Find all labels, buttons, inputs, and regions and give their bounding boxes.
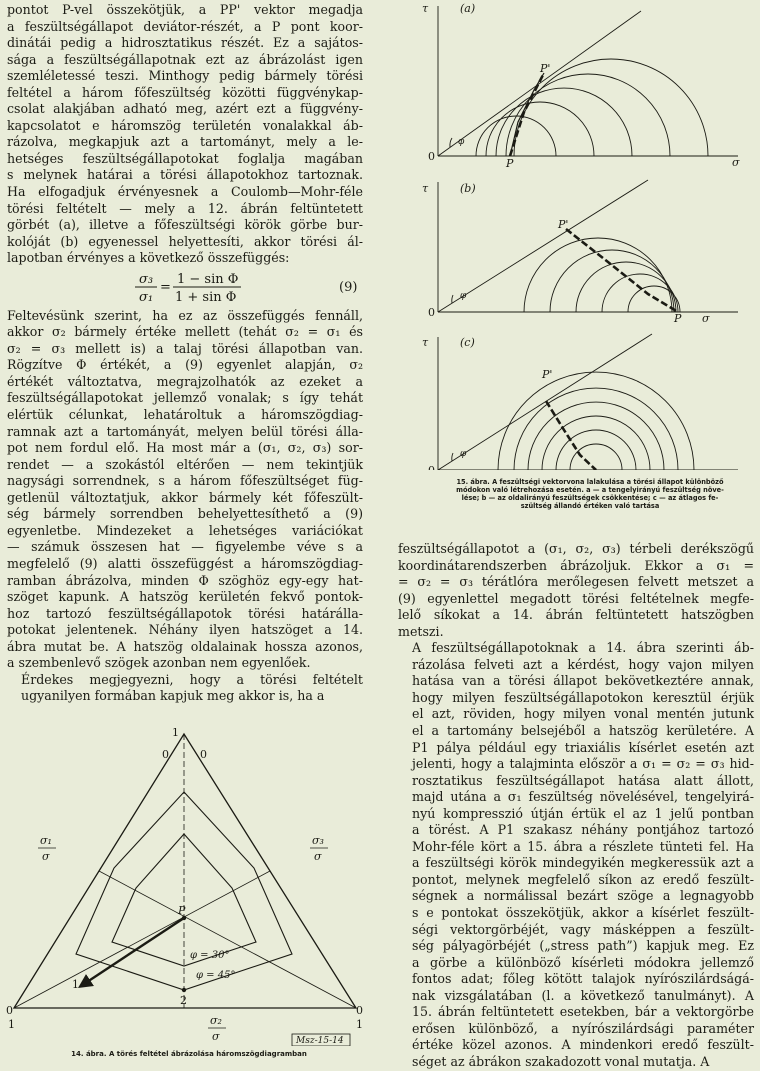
fig14-top-1: 1 (172, 728, 179, 739)
left-p2-line: ramban ábrázolva, minden Φ szöghöz egy-egy hat- (7, 572, 363, 588)
left-p2-line: szöget kapunk. A hatszög kerületén fekvő pontok- (7, 589, 363, 605)
fig15-caption-line: 15. ábra. A feszültségi vektorvona lalakulása a törési állapot különböző (456, 478, 724, 486)
fig15b-tau-label: τ (422, 182, 429, 195)
fig14-phi30: φ = 30° (190, 950, 230, 961)
left-p2-line: ramnak azt a tartományát, melyen belül törési álla- (7, 423, 363, 439)
right-p1-line: feszültségállapotot a (σ₁, σ₂, σ₃) térbeli derékszögű (398, 541, 754, 556)
left-p3-line: ugyanilyen formában kapjuk meg akkor is, ha a (21, 688, 325, 704)
fig15-caption-line: szültség állandó értéken való tartása (520, 502, 660, 510)
right-p2-line: értéke közel azonos. A mindenkori eredő feszült- (412, 1037, 754, 1053)
left-p1-line: rázolva, megkapjuk azt a tartományt, mely a le- (7, 134, 363, 150)
left-p2-line: nagysági sorrendnek, s a három főfeszültséget füg- (7, 473, 363, 489)
svg-text:=: = (160, 279, 171, 295)
fig15b-sigma-label: σ (702, 312, 710, 325)
fig14-sigma1-den: σ (42, 850, 50, 863)
right-p2-line: A feszültségállapotoknak a 14. ábra szerinti áb- (412, 640, 754, 656)
right-p2-line: pontot, melynek megfelelő síkon az eredő feszült- (412, 871, 754, 887)
fig15b-origin-label: 0 (428, 306, 435, 319)
left-p2-line: feszültségállapotokat jellemző vonalak; s így tehát (7, 390, 363, 406)
fig14-p-label: P (178, 904, 186, 917)
fig14-top-0r: 0 (200, 748, 207, 761)
paragraph-1 (7, 2, 363, 267)
left-p1-line: a feszültségállapot deviátor-részét, a P pont koor- (7, 18, 363, 34)
equation-9 (7, 270, 363, 304)
fig14-sigma3-den: σ (314, 850, 322, 863)
right-p1-line: koordinátarendszerben ábrázoljuk. Ekkor a σ₁ = (398, 557, 754, 573)
right-p1-line: metszi. (398, 623, 444, 639)
left-p2-line: értékét változtatva, megrajzolhatók az ezeket a (7, 373, 363, 389)
right-p2-line: rosztatikus feszültségállapot hatása alatt állott, (412, 772, 754, 788)
fig15c-origin-label (428, 464, 435, 470)
left-p2-line: elértük célunkat, lehatároltuk a háromszögdiag- (7, 407, 363, 423)
right-p2-line: el azt, röviden, hogy milyen vonal mentén jutunk (412, 706, 754, 722)
fig14-top-0l: 0 (162, 748, 169, 761)
figure-15-graphic (416, 0, 760, 470)
fig14-sigma2-den: σ (212, 1030, 220, 1043)
left-p2-line: Feltevésünk szerint, ha ez az összefüggés fennáll, (7, 307, 363, 323)
paragraph-3 (7, 672, 363, 705)
eq-rhs-num: 1 − sin Φ (177, 271, 239, 287)
figure-14-caption: 14. ábra. A törés feltétel ábrázolása háromszögdiagramban (71, 1050, 307, 1058)
left-p2-line: pot nem fordul elő. Ha most már a (σ₁, σ₂, σ₃) sor- (7, 440, 363, 456)
right-p2-line: rázolása felveti azt a kérdést, hogy vajon milyen (412, 656, 754, 672)
fig14-right-0: 0 (356, 1004, 363, 1017)
left-p2-line: rendet — a szokástól eltérően — nem tekintjük (7, 456, 363, 472)
left-p1-line: lapotban érvényes a következő összefüggés: (7, 250, 290, 266)
right-p2-line: ségnek a normálissal bezárt szöge a legnagyobb (412, 888, 754, 904)
figure-15 (416, 0, 760, 510)
fig15c-tau-label: τ (422, 336, 429, 349)
fig15b-panel-label: (b) (460, 182, 476, 195)
right-p2-line: fontos adat; főleg kötött talajok nyírószilárdságá- (412, 971, 754, 987)
left-p2-line: getlenül változtatjuk, akkor bármely két főfeszült- (7, 489, 363, 505)
fig14-left-0: 0 (6, 1004, 13, 1017)
fig15b-p-label: P (674, 312, 682, 325)
left-p2-line: akkor σ₂ bármely értéke mellett (tehát σ₂ = σ₁ és (7, 324, 363, 340)
right-p2-line: a görbe a különböző kísérleti módokra jellemző (412, 954, 754, 970)
left-p2-line: ség bármely sorrendben behelyettesíthető a (9) (7, 506, 363, 522)
right-p2-line: ségi vektorgörbéjét, vagy másképpen a feszült- (412, 921, 754, 937)
left-p1-line: feltétel a három főfeszültség közötti függvénykap- (7, 84, 363, 100)
equation-9-graphic (7, 270, 363, 304)
right-p2-line: hatása van a törési állapot bekövetkeztére annak, (412, 673, 754, 689)
right-text-column (398, 541, 754, 1071)
eq-number: (9) (339, 279, 358, 295)
right-p2-line: ség pályagörbéjét („stress path”) kapjuk meg. Ez (412, 938, 754, 954)
fig14-sigma2: σ₂ (210, 1014, 222, 1027)
fig15c-pprime-label: P' (542, 368, 553, 381)
right-p2-line: hogy milyen feszültségállapotokon keresztül érjük (412, 689, 754, 705)
fig15a-tau-label: τ (422, 2, 429, 15)
left-p2-line: a szembenlevő szögek azonban nem egyenlőek. (7, 655, 311, 671)
fig14-phi45: φ = 45° (196, 970, 236, 981)
right-p2-line: jelenti, hogy a talajminta először a σ₁ = σ₂ = σ₃ hid- (412, 756, 754, 772)
right-p2-line: nyú kompresszió útján értük el az 1 jelű pontban (412, 805, 754, 821)
right-p2-line: el a tartomány belsejéből a hatszög kerületére. A (412, 723, 754, 739)
right-p2-line: s e pontokat összekötjük, akkor a kísérlet feszült- (412, 905, 754, 921)
eq-rhs-den: 1 + sin Φ (175, 289, 237, 304)
left-p1-line: Ha elfogadjuk érvényesnek a Coulomb—Mohr-féle (7, 184, 363, 200)
right-paragraph-1 (398, 541, 754, 640)
left-p2-line: hoz tartozó feszültségállapotok törési határálla- (7, 605, 363, 621)
right-p2-line: P1 pálya például egy triaxiális kísérlet esetén azt (412, 739, 754, 755)
fig15-caption-line: lése; b — az oldalirányú feszültségek csökkentése; c — az átlagos fe- (461, 494, 719, 502)
paragraph-2 (7, 308, 363, 672)
right-p2-line: majd utána a σ₁ feszültség növelésével, tengelyirá- (412, 789, 754, 805)
left-p1-line: görbét (a), illetve a főfeszültségi körök görbe bur- (7, 217, 363, 233)
fig15a-sigma-label: σ (732, 156, 740, 169)
fig14-left-1: 1 (8, 1018, 15, 1031)
left-text-column (7, 2, 363, 705)
left-p3-line: Érdekes megjegyezni, hogy a törési feltételt (21, 671, 363, 687)
left-p1-line: csolat alakjában adható meg, azért ezt a függvény- (7, 101, 363, 117)
figure-15-caption (420, 478, 760, 510)
right-p2-line: nak vizsgálatában (l. a következő tanulmányt). A (412, 987, 754, 1003)
right-p2-line: 15. ábrán feltüntetett esetekben, bár a vektorgörbe (412, 1004, 754, 1020)
left-p1-line: kapcsolatot e háromszög területén vonalakkal áb- (7, 117, 363, 133)
right-paragraph-2 (398, 640, 754, 1070)
fig14-tag: Msz-15-14 (296, 1036, 344, 1046)
fig15a-origin-label: 0 (428, 150, 435, 163)
left-p1-line: pontot P-vel összekötjük, a PP' vektor megadja (7, 2, 363, 17)
right-p1-line: (9) egyenlettel megadott törési feltételnek megfe- (398, 590, 754, 606)
fig15b-phi-label: φ (460, 291, 467, 301)
left-p2-line: — számuk összesen hat — figyelembe véve s a (7, 539, 363, 555)
left-p2-line: σ₂ = σ₃ mellett is) a talaj törési állapotban van. (7, 340, 363, 356)
fig15-caption-line: módokon való létrehozása esetén. a — a tengelyirányú feszültség növe- (456, 486, 724, 494)
fig14-point-2: 2 (180, 994, 187, 1007)
left-p2-line: egyenletbe. Mindezeket a lehetséges variációkat (7, 522, 363, 538)
left-p1-line: sága a feszültségállapotnak ezt az ábrázolást igen (7, 51, 363, 67)
left-p1-line: törési feltételt — mely a 12. ábrán feltüntetett (7, 200, 363, 216)
right-p1-line: = σ₂ = σ₃ térátlóra merőlegesen felvett metszet a (398, 574, 754, 590)
fig14-point-1: 1 (72, 978, 79, 991)
fig15a-panel-label: (a) (460, 2, 476, 15)
fig15c-phi-label: φ (460, 449, 467, 459)
right-p1-line: lelő síkokat a 14. ábrán feltüntetett hatszögben (398, 607, 754, 623)
figure-14-graphic (0, 728, 370, 1046)
figure-14 (0, 728, 370, 1064)
fig15b-pprime-label: P' (558, 218, 569, 231)
left-p1-line: dinátái pedig a hidrosztatikus részét. Ez a sajátos- (7, 35, 363, 51)
right-p2-line: erősen különböző, a nyírószilárdsági paraméter (412, 1020, 754, 1036)
left-p1-line: hetséges feszültségállapotokat foglalja magában (7, 150, 363, 166)
fig15a-p-label: P (506, 157, 514, 170)
left-p1-line: szemléletessé teszi. Minthogy pedig bármely törési (7, 68, 363, 84)
right-p2-line: Mohr-féle kört a 15. ábra a részlete tünteti fel. Ha (412, 838, 754, 854)
fig15a-pprime-label: P' (540, 62, 551, 75)
left-p2-line: potokat jelentenek. Néhány ilyen hatszöget a 14. (7, 622, 363, 638)
left-p1-line: kolóját (b) egyenessel helyettesíti, akkor törési ál- (7, 233, 363, 249)
right-p2-line: séget az ábrákon szakadozott vonal mutatja. A (412, 1053, 710, 1069)
left-p1-line: s melynek határai a törési állapotokhoz tartoznak. (7, 167, 363, 183)
eq-lhs-num: σ₃ (139, 271, 154, 287)
left-p2-line: megfelelő (9) alatti összefüggést a háromszögdiag- (7, 555, 363, 571)
left-p2-line: ábra mutat be. A hatszög oldalainak hossza azonos, (7, 638, 363, 654)
fig15a-phi-label: φ (458, 137, 465, 147)
fig14-right-1: 1 (356, 1018, 363, 1031)
fig14-sigma3: σ₃ (312, 834, 324, 847)
left-p2-line: Rögzítve Φ értékét, a (9) egyenlet alapján, σ₂ (7, 357, 363, 373)
fig14-sigma1: σ₁ (40, 834, 52, 847)
eq-lhs-den: σ₁ (139, 289, 154, 304)
right-p2-line: a törést. A P1 szakasz néhány pontjához tartozó (412, 822, 754, 838)
right-p2-line: a feszültségi körök mindegyikén megkeressük azt a (412, 855, 754, 871)
fig15c-panel-label: (c) (460, 336, 475, 349)
